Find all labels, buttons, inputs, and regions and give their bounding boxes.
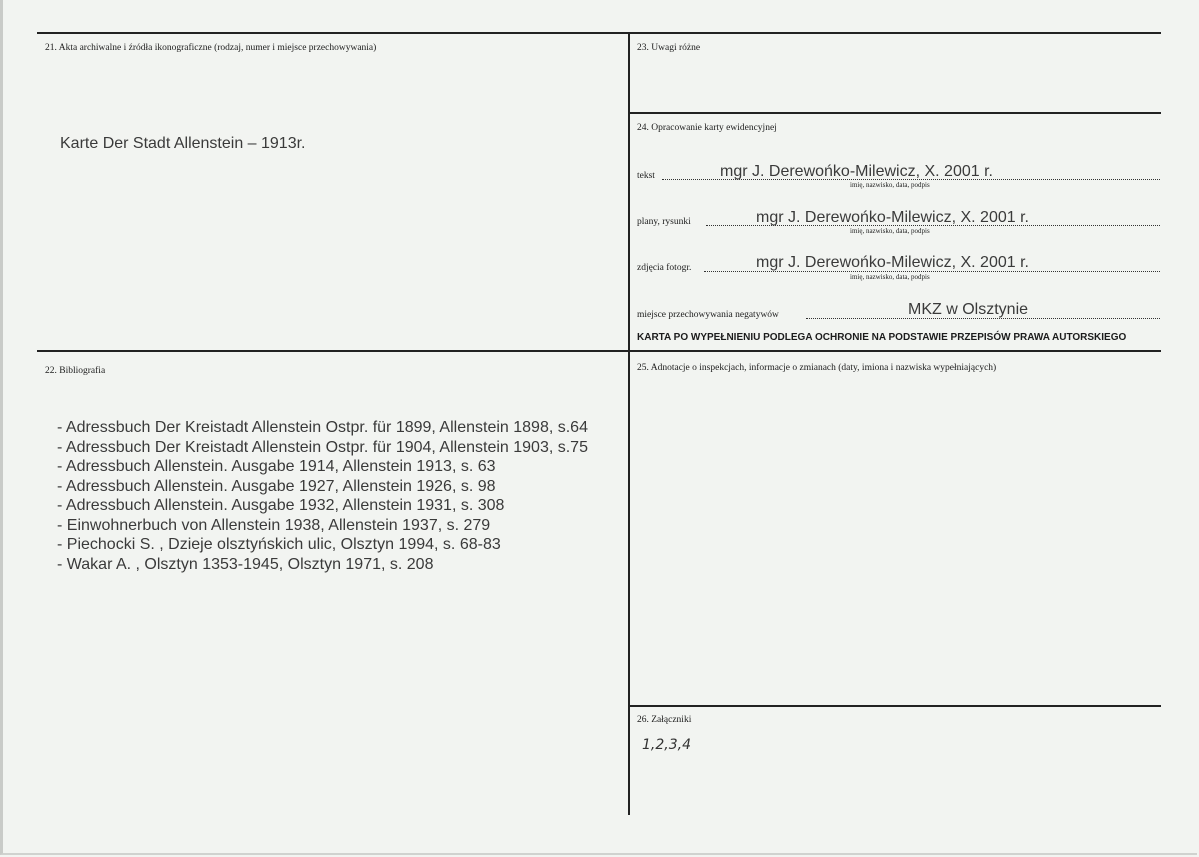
miejsce-label: miejsce przechowywania negatywów (637, 310, 779, 320)
bibliography-item: - Adressbuch Allenstein. Ausgabe 1932, Allenstein 1931, s. 308 (57, 497, 505, 514)
section-21-heading: 21. Akta archiwalne i źródła ikonograficzne (rodzaj, numer i miejsce przechowywania) (45, 43, 377, 53)
middle-rule (37, 350, 1161, 352)
copyright-notice: KARTA PO WYPEŁNIENIU PODLEGA OCHRONIE NA PODSTAWIE PRZEPISÓW PRAWA AUTORSKIEGO (637, 332, 1127, 343)
section-23-heading: 23. Uwagi różne (637, 43, 701, 53)
section-26-heading: 26. Załączniki (637, 715, 692, 725)
tekst-caption: imię, nazwisko, data, podpis (850, 181, 930, 189)
section-25-heading: 25. Adnotacje o inspekcjach, informacje o zmianach (daty, imiona i nazwiska wypełniających) (637, 363, 997, 373)
tekst-label: tekst (637, 171, 655, 181)
bibliography-item: - Wakar A. , Olsztyn 1353-1945, Olsztyn 1971, s. 208 (57, 555, 434, 573)
bibliography-item: - Adressbuch Allenstein. Ausgabe 1914, Allenstein 1913, s. 63 (57, 458, 496, 475)
zdjecia-label: zdjęcia fotogr. (637, 263, 692, 273)
rule-25-26 (629, 705, 1161, 707)
miejsce-value: MKZ w Olsztynie (908, 301, 1029, 318)
rule-23-24 (629, 112, 1161, 114)
plany-value: mgr J. Derewońko-Milewicz, X. 2001 r. (756, 209, 1029, 226)
tekst-value: mgr J. Derewońko-Milewicz, X. 2001 r. (720, 163, 993, 180)
bibliography-item: - Piechocki S. , Dzieje olsztyńskich ulic, Olsztyn 1994, s. 68-83 (57, 536, 501, 553)
section-22-heading: 22. Bibliografia (45, 366, 106, 376)
archive-entry: Karte Der Stadt Allenstein – 1913r. (60, 135, 306, 152)
bibliography-item: - Adressbuch Allenstein. Ausgabe 1927, Allenstein 1926, s. 98 (57, 477, 496, 495)
bibliography-item: - Einwohnerbuch von Allenstein 1938, Allenstein 1937, s. 279 (57, 516, 491, 534)
bibliography-list (57, 418, 597, 574)
top-rule (37, 32, 1161, 34)
center-divider (628, 32, 630, 815)
plany-caption: imię, nazwisko, data, podpis (850, 227, 930, 235)
zdjecia-caption: imię, nazwisko, data, podpis (850, 273, 930, 281)
attachments-value: 1,2,3,4 (642, 737, 691, 753)
bibliography-item: - Adressbuch Der Kreistadt Allenstein Ostpr. für 1899, Allenstein 1898, s.64 (57, 419, 588, 436)
zdjecia-value: mgr J. Derewońko-Milewicz, X. 2001 r. (756, 254, 1029, 271)
plany-label: plany, rysunki (637, 217, 691, 227)
section-24-heading: 24. Opracowanie karty ewidencyjnej (637, 123, 777, 133)
bibliography-item: - Adressbuch Der Kreistadt Allenstein Ostpr. für 1904, Allenstein 1903, s.75 (57, 438, 588, 456)
